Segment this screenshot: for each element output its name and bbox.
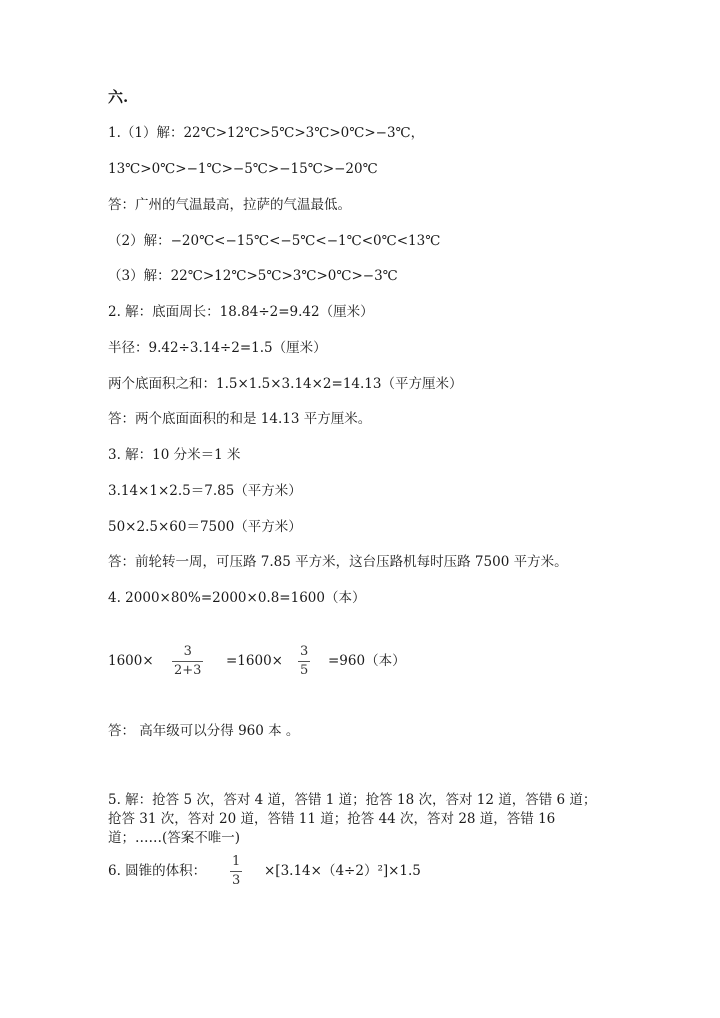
answer-line-17: 5. 解：抢答 5 次，答对 4 道，答错 1 道；抢答 18 次，答对 12 道，答错 6 道；	[108, 792, 597, 808]
fraction-3-over-2plus3	[172, 644, 203, 679]
answer-line-12: 50×2.5×60＝7500（平方米）	[108, 519, 302, 535]
section-title: 六.	[108, 88, 129, 106]
fraction-bar	[230, 871, 242, 872]
answer-line-10: 3. 解：10 分米＝1 米	[108, 447, 241, 463]
answer-line-18: 抢答 31 次，答对 20 道，答错 11 道；抢答 44 次，答对 28 道，答错 16	[108, 811, 556, 827]
answer-line-4: （2）解：−20℃<−15℃<−5℃<−1℃<0℃<13℃	[108, 233, 441, 249]
answer-line-13: 答：前轮转一周，可压路 7.85 平方米，这台压路机每时压路 7500 平方米。	[108, 554, 568, 570]
answer-line-11: 3.14×1×2.5＝7.85（平方米）	[108, 483, 302, 499]
answer-line-16: 答： 高年级可以分得 960 本 。	[108, 723, 300, 739]
answer-line-20b: ×[3.14×（4÷2）²]×1.5	[264, 863, 421, 879]
answer-line-14: 4. 2000×80%=2000×0.8=1600（本）	[108, 590, 366, 606]
answer-line-3: 答：广州的气温最高，拉萨的气温最低。	[108, 197, 351, 213]
fraction-denominator: 3	[232, 873, 241, 888]
fraction-denominator: 2+3	[174, 663, 202, 678]
answer-line-5: （3）解：22℃>12℃>5℃>3℃>0℃>−3℃	[108, 268, 398, 284]
answer-line-9: 答：两个底面面积的和是 14.13 平方厘米。	[108, 411, 372, 427]
fraction-bar	[172, 661, 203, 662]
fraction-bar	[298, 661, 310, 662]
fraction-numerator: 3	[300, 644, 309, 659]
answer-line-15c: =960（本）	[328, 653, 406, 669]
answer-line-7: 半径：9.42÷3.14÷2=1.5（厘米）	[108, 340, 327, 356]
fraction-numerator: 1	[232, 854, 241, 869]
answer-line-20a: 6. 圆锥的体积：	[108, 863, 207, 879]
answer-line-19: 道；……(答案不唯一)	[108, 830, 241, 846]
answer-line-15b: =1600×	[226, 653, 283, 669]
answer-line-8: 两个底面积之和：1.5×1.5×3.14×2=14.13（平方厘米）	[108, 376, 463, 392]
fraction-3-over-5	[298, 644, 310, 679]
fraction-numerator: 3	[183, 644, 192, 659]
answer-line-1: 1.（1）解：22℃>12℃>5℃>3℃>0℃>−3℃，	[108, 125, 425, 141]
answer-line-2: 13℃>0℃>−1℃>−5℃>−15℃>−20℃	[108, 161, 378, 177]
answer-line-15a: 1600×	[108, 653, 154, 669]
fraction-denominator: 5	[300, 663, 309, 678]
fraction-1-over-3	[230, 854, 242, 889]
answer-line-6: 2. 解：底面周长：18.84÷2=9.42（厘米）	[108, 304, 374, 320]
